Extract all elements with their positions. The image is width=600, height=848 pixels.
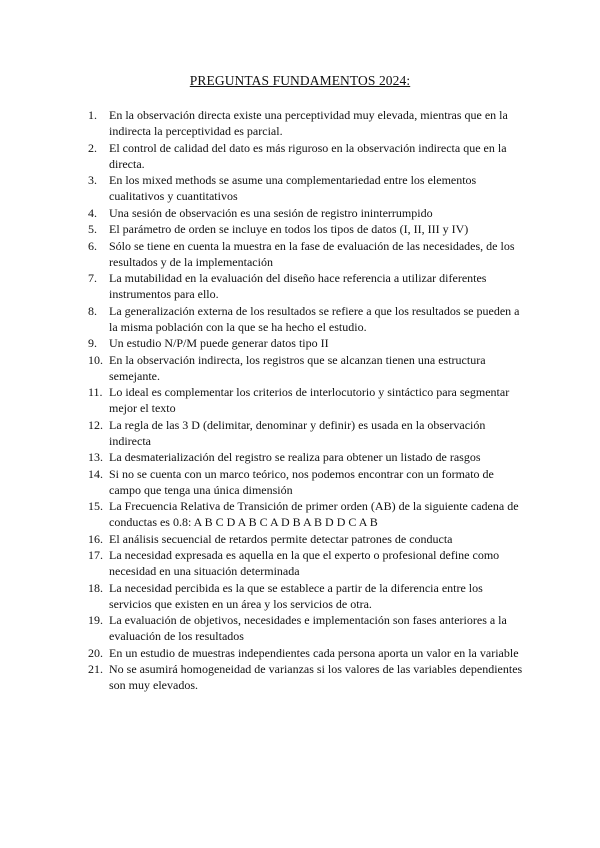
- question-text: El control de calidad del dato es más riguroso en la observación indirecta que en la directa.: [109, 140, 507, 171]
- question-number: 15.: [88, 499, 103, 513]
- question-number: 11.: [88, 385, 103, 399]
- question-text: En la observación directa existe una perceptividad muy elevada, mientras que en la indirecta la perceptividad es parcial.: [109, 108, 508, 138]
- question-item: [88, 645, 528, 661]
- question-item: [88, 417, 528, 449]
- question-number: 9.: [88, 336, 97, 350]
- question-number: 14.: [88, 466, 103, 481]
- question-item: [88, 172, 528, 204]
- question-item: [88, 205, 528, 221]
- question-text: El parámetro de orden se incluye en todos los tipos de datos (I, II, III y IV): [109, 222, 469, 236]
- question-item: [88, 270, 528, 302]
- question-number: 4.: [88, 205, 97, 220]
- question-item: [88, 449, 528, 465]
- question-text: Lo ideal es complementar los criterios de interlocutorio y sintáctico para segmentar mejor el texto: [109, 385, 510, 415]
- question-number: 8.: [88, 303, 97, 318]
- question-item: [88, 580, 528, 612]
- question-text: La mutabilidad en la evaluación del diseño hace referencia a utilizar diferentes instrumentos para ello.: [109, 271, 487, 301]
- question-item: [88, 547, 528, 579]
- question-number: 21.: [88, 662, 103, 676]
- question-number: 12.: [88, 417, 103, 432]
- question-text: En un estudio de muestras independientes cada persona aporta un valor en la variable: [109, 645, 519, 660]
- question-list: [88, 107, 528, 694]
- question-item: [88, 352, 528, 384]
- question-text: Una sesión de observación es una sesión de registro ininterrumpido: [109, 205, 433, 220]
- question-text: La necesidad expresada es aquella en la que el experto o profesional define como necesidad en una situación determinada: [109, 548, 500, 578]
- question-text: La generalización externa de los resultados se refiere a que los resultados se pueden a la misma población con la que se ha hecho el estudio.: [109, 303, 520, 334]
- question-number: 10.: [88, 352, 103, 367]
- question-number: 17.: [88, 548, 103, 562]
- question-item: [88, 466, 528, 498]
- question-number: 20.: [88, 645, 103, 660]
- question-number: 2.: [88, 140, 97, 155]
- question-text: Si no se cuenta con un marco teórico, nos podemos encontrar con un formato de campo que tenga una única dimensión: [109, 466, 494, 497]
- question-item: [88, 303, 528, 335]
- question-item: [88, 335, 528, 351]
- question-number: 6.: [88, 238, 97, 253]
- question-item: [88, 384, 528, 416]
- question-text: La desmaterialización del registro se realiza para obtener un listado de rasgos: [109, 450, 481, 464]
- question-item: [88, 221, 528, 237]
- question-text: En los mixed methods se asume una complementariedad entre los elementos cualitativos y cuantitativos: [109, 173, 477, 203]
- question-item: [88, 612, 528, 644]
- question-text: No se asumirá homogeneidad de varianzas si los valores de las variables dependientes son muy elevados.: [109, 662, 523, 692]
- document-title: PREGUNTAS FUNDAMENTOS 2024:: [189, 73, 411, 88]
- question-item: [88, 531, 528, 547]
- question-text: Un estudio N/P/M puede generar datos tipo II: [109, 336, 329, 350]
- question-number: 5.: [88, 222, 97, 236]
- question-item: [88, 661, 528, 693]
- question-number: 16.: [88, 531, 103, 546]
- question-text: En la observación indirecta, los registros que se alcanzan tienen una estructura semejante.: [109, 352, 486, 383]
- question-item: [88, 107, 528, 139]
- question-text: Sólo se tiene en cuenta la muestra en la fase de evaluación de las necesidades, de los resultados y de la implementación: [109, 238, 515, 269]
- question-number: 7.: [88, 271, 97, 285]
- question-item: [88, 140, 528, 172]
- question-number: 18.: [88, 580, 103, 595]
- question-item: [88, 238, 528, 270]
- question-item: [88, 498, 528, 530]
- question-number: 3.: [88, 173, 97, 187]
- question-text: El análisis secuencial de retardos permite detectar patrones de conducta: [109, 531, 453, 546]
- question-number: 19.: [88, 613, 103, 627]
- question-text: La necesidad percibida es la que se establece a partir de la diferencia entre los servicios que existen en un área y los servicios de otra.: [109, 580, 483, 611]
- question-text: La regla de las 3 D (delimitar, denominar y definir) es usada en la observación indirecta: [109, 417, 486, 448]
- question-number: 1.: [88, 108, 97, 122]
- question-text: La evaluación de objetivos, necesidades e implementación son fases anteriores a la evaluación de los resultados: [109, 613, 507, 643]
- question-number: 13.: [88, 450, 103, 464]
- question-text: La Frecuencia Relativa de Transición de primer orden (AB) de la siguiente cadena de conductas es 0.8: A B C D A B C A D B A B D D C A B: [109, 499, 519, 529]
